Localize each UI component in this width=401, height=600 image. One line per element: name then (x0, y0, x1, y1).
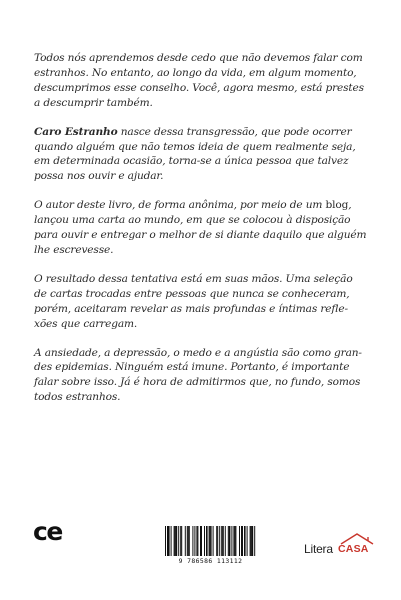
text-line: Todos nós aprendemos desde cedo que não devemos falar com (34, 52, 363, 64)
text-line: porém, aceitaram revelar as mais profundas e íntimas refle- (34, 302, 348, 315)
text-line: descumprimos esse conselho. Você, agora mesmo, está prestes (34, 81, 364, 94)
ce-logo: ce (33, 517, 62, 546)
synopsis-text (34, 51, 374, 419)
book-title: Caro Estranho (34, 125, 118, 138)
text-line: para ouvir e entregar o melhor de si diante daquilo que alguém (34, 229, 367, 242)
publisher-logo (304, 532, 376, 562)
paragraph-5 (34, 346, 374, 406)
text-line: lhe escrevesse. (34, 243, 114, 256)
text-line: possa nos ouvir e ajudar. (34, 170, 164, 183)
blog-word: blog (325, 199, 349, 212)
text-line: lançou uma carta ao mundo, em que se colocou à disposição (34, 214, 351, 227)
paragraph-2 (34, 125, 374, 185)
text-line: A ansiedade, a depressão, o medo e a angústia são como gran- (34, 346, 362, 359)
paragraph-3 (34, 198, 374, 258)
publisher-name-prefix: Litera (304, 542, 333, 556)
paragraph-1 (34, 51, 374, 111)
text-line (34, 198, 374, 213)
text-line: falar sobre isso. Já é hora de admitirmos que, no fundo, somos (34, 376, 361, 389)
text-line: estranhos. No entanto, ao longo da vida, em algum momento, (34, 66, 357, 79)
paragraph-4 (34, 272, 374, 332)
text-line: quando alguém que não temos ideia de quem realmente seja, (34, 140, 356, 153)
text-fragment: O autor deste livro, de forma anônima, por meio de um (34, 199, 326, 212)
publisher-name-suffix: CASA (338, 543, 369, 555)
text-fragment: , (348, 199, 352, 212)
text-line: de cartas trocadas entre pessoas que nunca se conheceram, (34, 287, 350, 300)
text-line: xões que carregam. (34, 317, 138, 330)
text-line: em determinada ocasião, torna-se a única pessoa que talvez (34, 155, 349, 168)
isbn-number: 9 786586 113112 (178, 557, 243, 565)
text-line: des epidemias. Ninguém está imune. Portanto, é importante (34, 361, 350, 374)
text-line (34, 125, 374, 140)
isbn-barcode (165, 526, 256, 565)
barcode-icon (165, 526, 256, 556)
text-fragment: nasce dessa transgressão, que pode ocorrer (117, 125, 352, 138)
text-line: todos estranhos. (34, 391, 121, 404)
text-line: O resultado dessa tentativa está em suas mãos. Uma seleção (34, 272, 353, 285)
text-line: a descumprir também. (34, 96, 153, 109)
